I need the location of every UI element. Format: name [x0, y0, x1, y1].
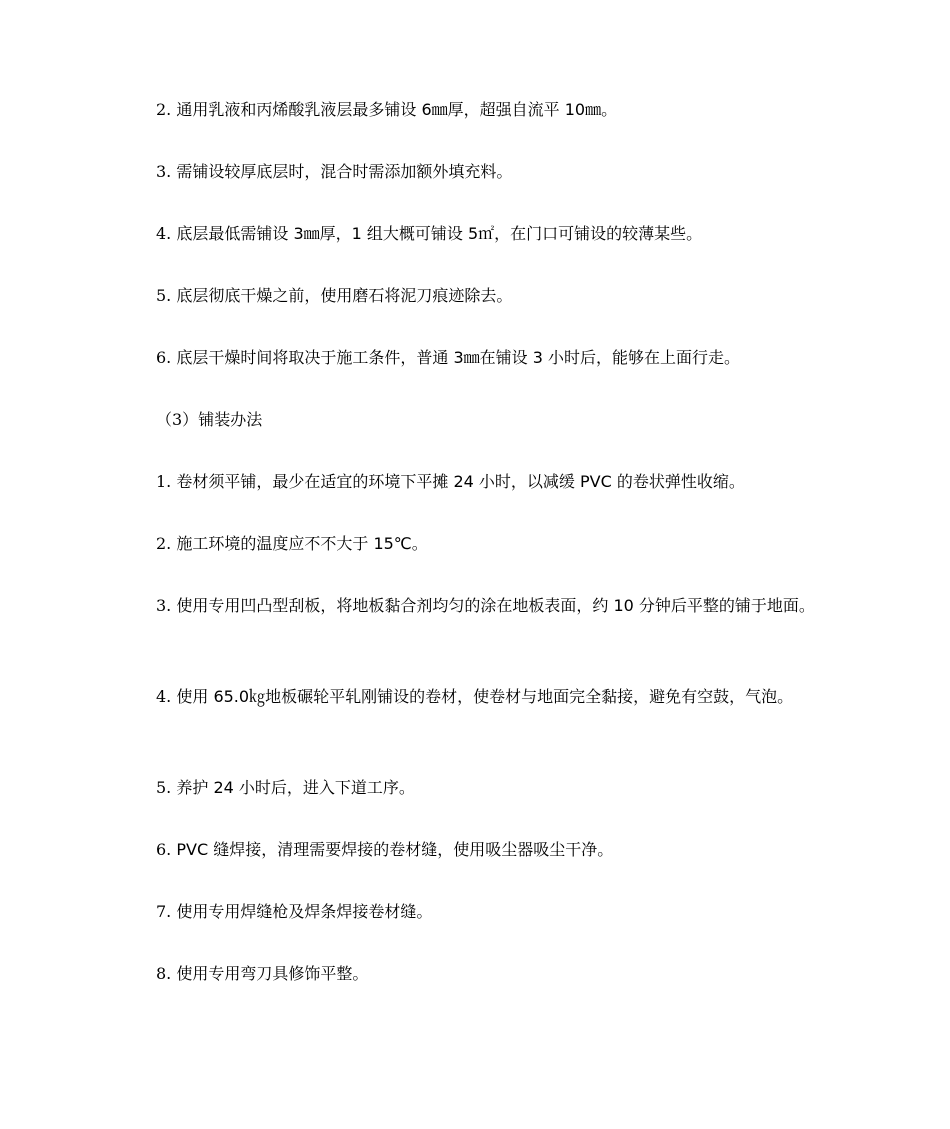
paragraph-step-4b — [121, 682, 833, 711]
paragraph-text: PVC 缝焊接，清理需要焊接的卷材缝，使用吸尘器吸尘干净。 — [171, 840, 614, 859]
list-number: 1. — [156, 472, 172, 491]
list-number: 8. — [156, 964, 172, 983]
paragraph-text: 养护 24 小时后，进入下道工序。 — [171, 778, 415, 797]
paragraph-text: 使用专用凹凸型刮板，将地板黏合剂均匀的涂在地板表面，约 10 分钟后平整的铺于地面。 — [171, 596, 815, 615]
paragraph-text: 底层最低需铺设 3㎜厚，1 组大概可铺设 5㎡，在门口可铺设的较薄某些。 — [171, 224, 703, 243]
paragraph-step-5b — [121, 773, 833, 802]
list-number: 3. — [156, 162, 172, 181]
paragraph-step-5 — [121, 281, 833, 310]
list-number: 4. — [156, 687, 172, 706]
list-number: 6. — [156, 348, 172, 367]
list-number: 2. — [156, 100, 172, 119]
section-heading — [121, 405, 833, 434]
paragraph-step-2 — [121, 95, 833, 124]
paragraph-text: 使用专用弯刀具修饰平整。 — [171, 964, 369, 983]
paragraph-text: 底层干燥时间将取决于施工条件，普通 3㎜在铺设 3 小时后，能够在上面行走。 — [171, 348, 740, 367]
paragraph-step-3 — [121, 157, 833, 186]
paragraph-step-7 — [121, 897, 833, 926]
paragraph-text: 通用乳液和丙烯酸乳液层最多铺设 6㎜厚，超强自流平 10㎜。 — [171, 100, 618, 119]
list-number: 2. — [156, 534, 172, 553]
paragraph-text: 底层彻底干燥之前，使用磨石将泥刀痕迹除去。 — [171, 286, 513, 305]
list-number: 7. — [156, 902, 172, 921]
paragraph-text: 卷材须平铺，最少在适宜的环境下平摊 24 小时，以减缓 PVC 的卷状弹性收缩。 — [171, 472, 745, 491]
paragraph-text: 施工环境的温度应不不大于 15℃。 — [171, 534, 428, 553]
paragraph-text: 需铺设较厚底层时，混合时需添加额外填充料。 — [171, 162, 513, 181]
paragraph-step-8 — [121, 959, 833, 988]
paragraph-text: 使用专用焊缝枪及焊条焊接卷材缝。 — [171, 902, 433, 921]
list-number: 3. — [156, 596, 172, 615]
paragraph-step-6 — [121, 343, 833, 372]
paragraph-step-3b — [121, 591, 833, 620]
paragraph-step-6b — [121, 835, 833, 864]
paragraph-text: 使用 65.0㎏地板碾轮平轧刚铺设的卷材，使卷材与地面完全黏接，避免有空鼓，气泡。 — [171, 687, 794, 706]
section-title: 铺装办法 — [198, 410, 263, 429]
list-number: 4. — [156, 224, 172, 243]
list-number: 6. — [156, 840, 172, 859]
list-number: 5. — [156, 286, 172, 305]
list-number: 5. — [156, 778, 172, 797]
section-number: （3） — [156, 410, 199, 429]
paragraph-step-2b — [121, 529, 833, 558]
paragraph-step-4 — [121, 219, 833, 248]
paragraph-step-1 — [121, 467, 833, 496]
